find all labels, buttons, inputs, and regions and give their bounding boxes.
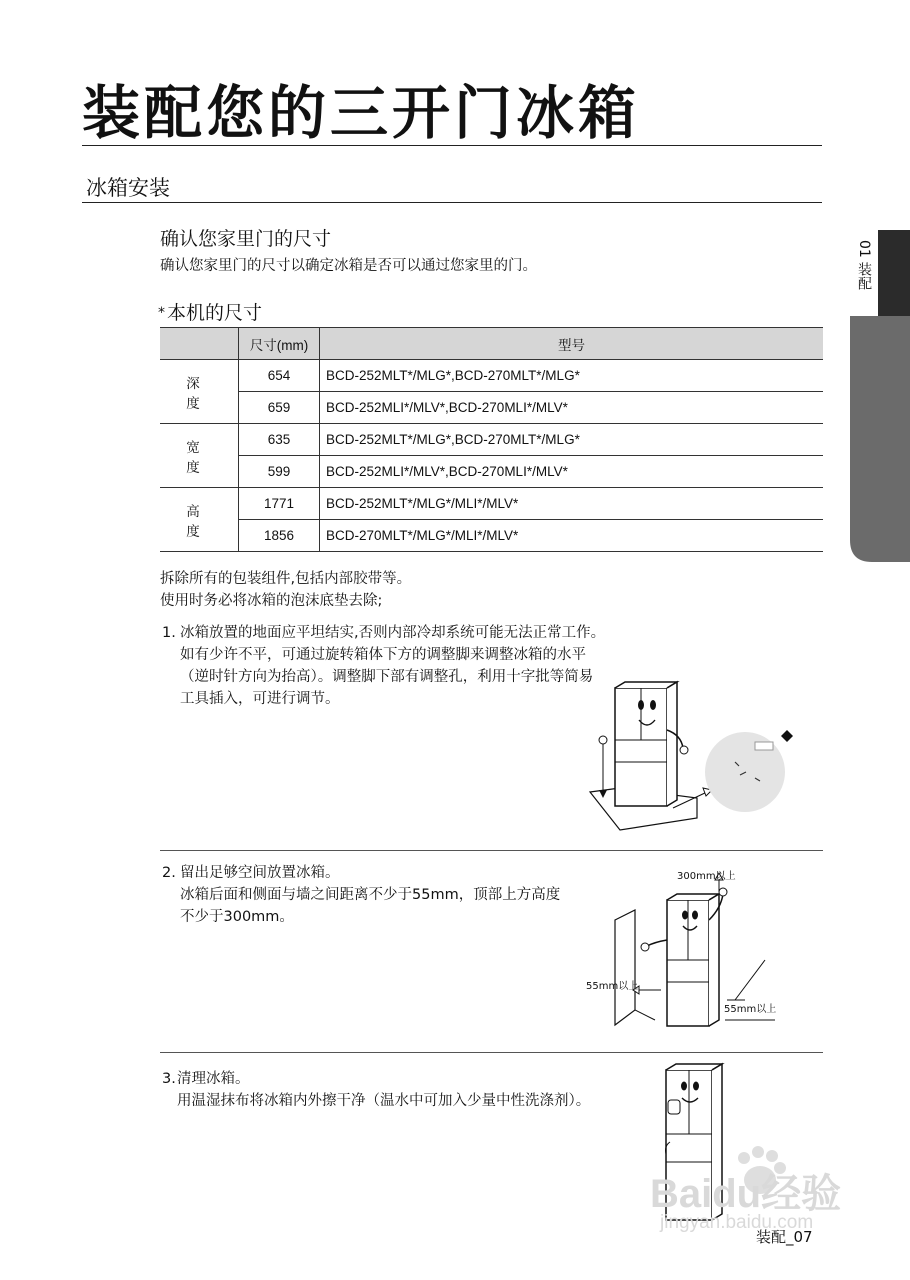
- step-1-number: 1.: [162, 625, 176, 641]
- spec-header-dim: 尺寸(mm): [239, 328, 320, 360]
- page-title: 装配您的三开门冰箱: [82, 79, 641, 147]
- table-row: [160, 456, 823, 488]
- title-rule: [82, 145, 822, 146]
- table-row: [160, 360, 823, 392]
- dim-value: 635: [239, 424, 320, 456]
- watermark-brand: Baidu经验: [650, 1172, 842, 1216]
- step-3-line: 用温湿抹布将冰箱内外擦干净（温水中可加入少量中性洗涤剂）。: [177, 1093, 591, 1109]
- spec-header-model: 型号: [320, 328, 824, 360]
- spec-heading-text: 本机的尺寸: [167, 302, 263, 324]
- model-cell: BCD-252MLT*/MLG*/MLI*/MLV*: [320, 488, 824, 520]
- model-cell: BCD-252MLT*/MLG*,BCD-270MLT*/MLG*: [320, 360, 824, 392]
- model-cell: BCD-252MLT*/MLG*,BCD-270MLT*/MLG*: [320, 424, 824, 456]
- dim-value: 654: [239, 360, 320, 392]
- step-2-line: 冰箱后面和侧面与墙之间距离不少于55mm，顶部上方高度: [180, 887, 561, 903]
- leveling-illustration: [585, 680, 805, 850]
- dim-label: 深 度: [160, 360, 239, 424]
- dim-value: 599: [239, 456, 320, 488]
- note-remove-foam: 使用时务必将冰箱的泡沫底垫去除;: [160, 593, 383, 609]
- section-rule: [82, 202, 822, 203]
- model-cell: BCD-252MLI*/MLV*,BCD-270MLI*/MLV*: [320, 392, 824, 424]
- step-divider: [160, 850, 823, 851]
- step-1-line: （逆时针方向为抬高）。调整脚下部有调整孔，利用十字批等简易: [180, 669, 594, 685]
- side-tab-label: 01 装配: [856, 240, 872, 291]
- spec-table: [160, 327, 823, 552]
- door-check-heading: 确认您家里门的尺寸: [160, 228, 332, 250]
- clearance-right-label: 55mm以上: [724, 1004, 777, 1015]
- step-divider: [160, 1052, 823, 1053]
- step-3-number: 3.: [162, 1071, 176, 1087]
- clearance-top-label: 300mm以上: [677, 871, 736, 882]
- spec-heading: [158, 298, 262, 325]
- dim-label: 宽 度: [160, 424, 239, 488]
- dim-value: 659: [239, 392, 320, 424]
- step-2-line: 留出足够空间放置冰箱。: [180, 865, 340, 881]
- model-cell: BCD-252MLI*/MLV*,BCD-270MLI*/MLV*: [320, 456, 824, 488]
- watermark-url: jingyan.baidu.com: [660, 1212, 814, 1233]
- table-row: [160, 424, 823, 456]
- spec-header-row: [160, 328, 823, 360]
- table-row: [160, 392, 823, 424]
- table-row: [160, 488, 823, 520]
- door-check-text: 确认您家里门的尺寸以确定冰箱是否可以通过您家里的门。: [160, 258, 537, 274]
- step-2-number: 2.: [162, 865, 176, 881]
- step-1-line: 冰箱放置的地面应平坦结实,否则内部冷却系统可能无法正常工作。: [180, 625, 606, 641]
- clearance-left-label: 55mm以上: [586, 981, 639, 992]
- dim-value: 1856: [239, 520, 320, 552]
- spec-star: *: [158, 305, 165, 321]
- model-cell: BCD-270MLT*/MLG*/MLI*/MLV*: [320, 520, 824, 552]
- dim-label: 高 度: [160, 488, 239, 552]
- step-2-line: 不少于300mm。: [180, 909, 294, 925]
- dim-value: 1771: [239, 488, 320, 520]
- page-number: 装配_07: [756, 1228, 813, 1246]
- note-remove-packaging: 拆除所有的包装组件,包括内部胶带等。: [160, 571, 412, 587]
- step-3-line: 清理冰箱。: [177, 1071, 250, 1087]
- section-heading: 冰箱安装: [86, 176, 170, 200]
- step-1-line: 工具插入，可进行调节。: [180, 691, 340, 707]
- step-1-line: 如有少许不平，可通过旋转箱体下方的调整脚来调整冰箱的水平: [180, 647, 586, 663]
- table-row: [160, 520, 823, 552]
- spec-header-blank: [160, 328, 239, 360]
